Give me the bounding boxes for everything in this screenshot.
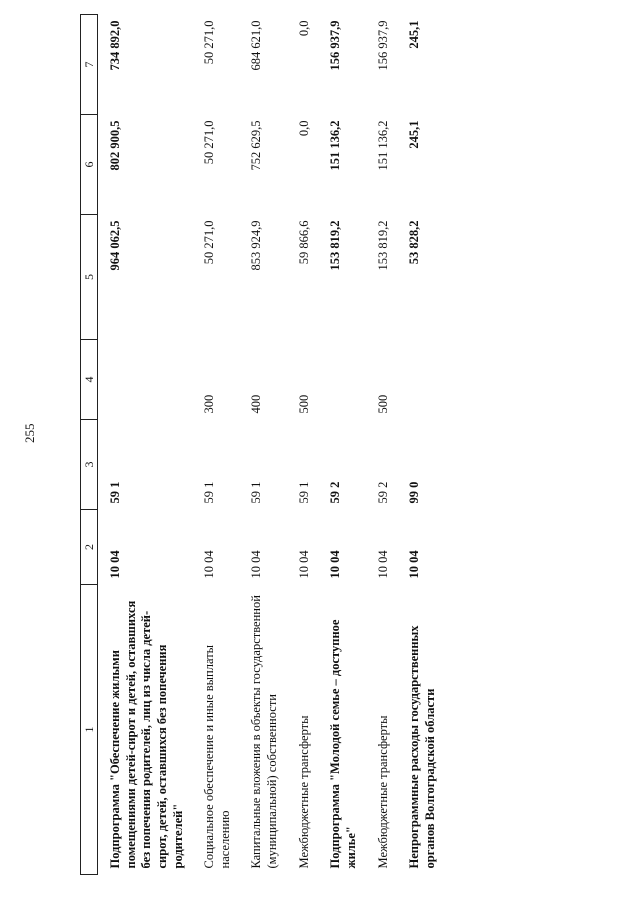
cell-value-col5: 50 271,0 [202,220,217,265]
table-row [366,15,398,875]
cell-value-col7: 156 937,9 [328,20,343,71]
cell-expense-type [98,340,193,420]
table-row [318,15,365,875]
header-col-4: 4 [81,340,98,420]
cell-expense-type: 500 [375,394,390,414]
cell-program: 99 0 [407,481,422,504]
header-col-6: 6 [81,115,98,215]
cell-value-col5: 153 819,2 [375,220,390,271]
cell-value-col5: 153 819,2 [328,220,343,271]
header-row [81,15,98,875]
cell-name: Подпрограмма "Обеспечение жилыми помещениями детей-сирот и детей, оставшихся без попечения родителей, лиц из числа детей-сирот, детей, оставшихся без попечения родителей" [108,600,185,869]
cell-value-col5: 853 924,9 [249,220,264,271]
header-col-3: 3 [81,420,98,510]
cell-value-col6: 151 136,2 [328,120,343,171]
cell-name: Капитальные вложения в объекты государственной (муниципальной) собственности [249,595,279,869]
cell-program: 59 2 [328,481,343,504]
cell-section: 10 04 [375,550,390,579]
cell-program: 59 1 [202,481,217,504]
table-row [239,15,286,875]
cell-value-col7: 156 937,9 [375,20,390,71]
table-row [397,15,444,875]
cell-name: Межбюджетные трансферты [375,715,390,869]
cell-program: 59 1 [108,481,122,504]
cell-section: 10 04 [328,550,343,579]
cell-expense-type [397,340,444,420]
cell-expense-type: 300 [202,394,217,414]
cell-value-col7: 245,1 [407,20,422,49]
cell-value-col6: 0,0 [296,120,311,137]
cell-expense-type: 500 [296,394,311,414]
table-row [98,15,193,875]
cell-value-col5: 53 828,2 [407,220,422,265]
cell-value-col7: 684 621,0 [249,20,264,71]
cell-expense-type: 400 [249,394,264,414]
cell-value-col6: 50 271,0 [202,120,217,165]
header-col-7: 7 [81,15,98,115]
header-col-1: 1 [81,585,98,875]
cell-value-col6: 752 629,5 [249,120,264,171]
cell-section: 10 04 [108,550,122,579]
header-col-2: 2 [81,510,98,585]
cell-program: 59 1 [296,481,311,504]
cell-value-col5: 964 062,5 [108,220,122,271]
cell-value-col6: 245,1 [407,120,422,149]
budget-table [80,14,444,875]
page-number: 255 [22,423,37,443]
rotated-table-container [80,15,600,875]
cell-expense-type [318,340,365,420]
cell-value-col6: 802 900,5 [108,120,122,171]
cell-program: 59 1 [249,481,264,504]
cell-section: 10 04 [202,550,217,579]
table-row [192,15,239,875]
table-body [98,15,445,875]
table-row [287,15,319,875]
cell-value-col7: 734 892,0 [108,20,122,71]
cell-section: 10 04 [249,550,264,579]
cell-value-col5: 59 866,6 [296,220,311,265]
cell-value-col7: 0,0 [296,20,311,37]
cell-program: 59 2 [375,481,390,504]
cell-name: Непрограммные расходы государственных органов Волгоградской области [407,625,437,869]
cell-name: Социальное обеспечение и иные выплаты населению [202,644,232,869]
cell-section: 10 04 [407,550,422,579]
cell-name: Межбюджетные трансферты [296,715,311,869]
cell-value-col6: 151 136,2 [375,120,390,171]
header-col-5: 5 [81,215,98,340]
cell-value-col7: 50 271,0 [202,20,217,65]
cell-section: 10 04 [296,550,311,579]
cell-name: Подпрограмма "Молодой семье – доступное жилье" [328,619,358,869]
